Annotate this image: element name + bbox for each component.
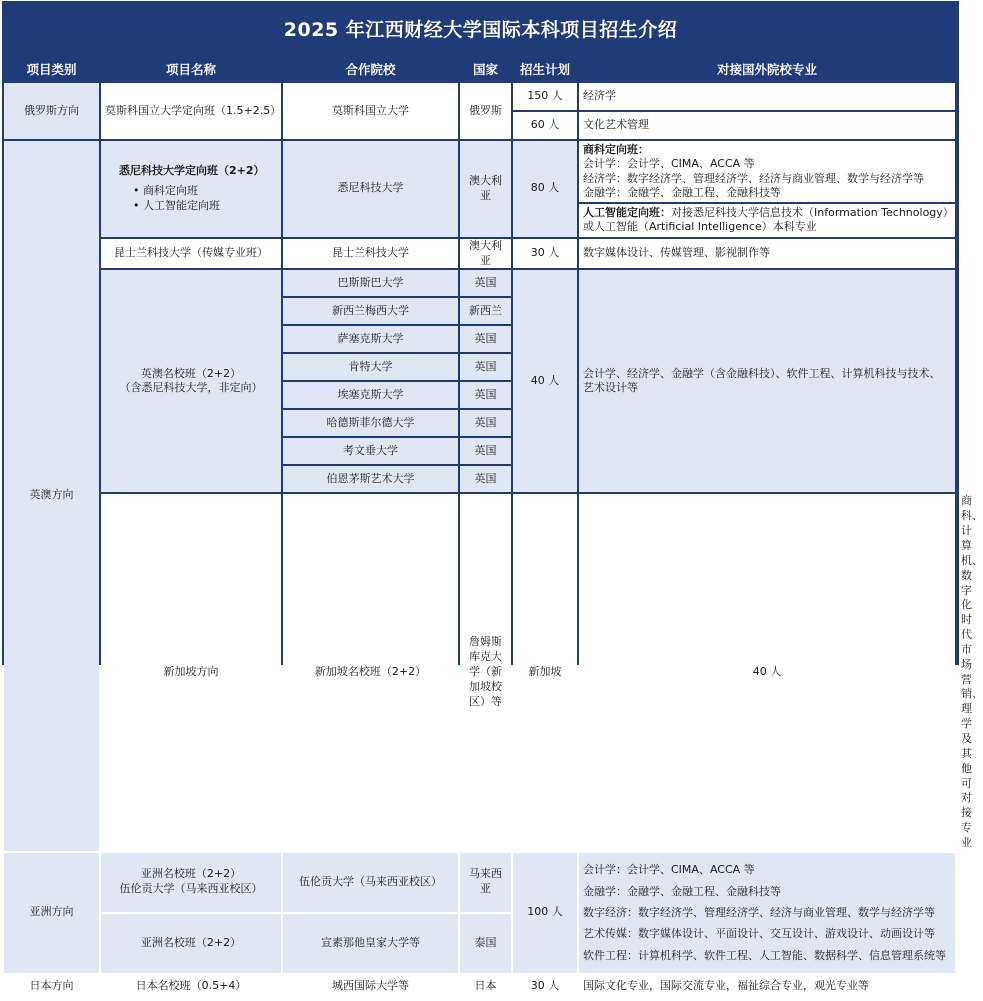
list-item: 艺术传媒：数字媒体设计、平面设计、交互设计、游戏设计、动画设计等 bbox=[583, 927, 935, 941]
country: 英国 bbox=[460, 326, 511, 352]
table-row bbox=[4, 975, 957, 999]
partner-school: 宣素那他皇家大学等 bbox=[283, 914, 458, 973]
brochure-sheet bbox=[2, 1, 983, 993]
country: 英国 bbox=[460, 466, 511, 492]
partner-school: 詹姆斯库克大学（新加坡校区）等 bbox=[460, 494, 511, 850]
country: 英国 bbox=[460, 354, 511, 380]
program-name: 日本名校班（0.5+4） bbox=[101, 975, 281, 999]
header-school: 合作院校 bbox=[283, 57, 458, 81]
country: 日本 bbox=[460, 975, 511, 999]
list-item: 金融学：金融学、金融工程、金融科技等 bbox=[583, 884, 781, 898]
partner-school: 新西兰梅西大学 bbox=[283, 298, 458, 324]
list-item: 数字经济：数字经济学、管理经济学、经济与商业管理、数学与经济学等 bbox=[583, 906, 935, 919]
partner-school: 城西国际大学等 bbox=[283, 975, 458, 999]
partner-school: 埃塞克斯大学 bbox=[283, 382, 458, 408]
partner-school: 伯恩茅斯艺术大学 bbox=[283, 466, 458, 492]
partner-school: 肯特大学 bbox=[283, 354, 458, 380]
country: 英国 bbox=[460, 438, 511, 464]
list-item: • 商科定向班 bbox=[133, 184, 198, 198]
partner-school: 悉尼科技大学 bbox=[283, 141, 458, 237]
country: 澳大利亚 bbox=[460, 239, 511, 269]
table-row bbox=[4, 141, 957, 237]
category-russia: 俄罗斯方向 bbox=[4, 83, 99, 139]
enrollment-plan: 40 人 bbox=[513, 270, 577, 492]
majors-business: 商科定向班： 会计学：会计学、CIMA、ACCA 等 经济学：数字经济学、管理经济学、经济与商业管理、数学与经济学等 金融学：金融学、金融工程、金融科技等 bbox=[579, 141, 955, 202]
list-item: • 人工智能定向班 bbox=[133, 199, 220, 213]
header-country: 国家 bbox=[460, 57, 511, 81]
program-name: 悉尼科技大学定向班（2+2） bbox=[119, 163, 265, 177]
country: 英国 bbox=[460, 382, 511, 408]
country: 英国 bbox=[460, 410, 511, 436]
category-singapore: 新加坡方向 bbox=[101, 494, 281, 850]
header-plan: 招生计划 bbox=[513, 57, 577, 81]
category-japan: 日本方向 bbox=[4, 975, 99, 999]
partner-school: 考文垂大学 bbox=[283, 438, 458, 464]
enrollment-plan: 40 人 bbox=[579, 494, 955, 850]
list-item: 软件工程：计算机科学、软件工程、人工智能、数据科学、信息管理系统等 bbox=[583, 948, 946, 962]
header-row bbox=[4, 57, 957, 81]
table-row bbox=[4, 239, 957, 269]
program-name: 亚洲名校班（2+2） bbox=[101, 914, 281, 973]
program-name-asia-1: 亚洲名校班（2+2） 伍伦贡大学（马来西亚校区） bbox=[101, 853, 281, 912]
program-table bbox=[2, 55, 983, 1001]
country: 新西兰 bbox=[460, 298, 511, 324]
enrollment-plan: 30 人 bbox=[513, 975, 577, 999]
partner-school: 伍伦贡大学（马来西亚校区） bbox=[283, 853, 458, 912]
partner-school: 哈德斯菲尔德大学 bbox=[283, 410, 458, 436]
program-name-uts bbox=[101, 141, 281, 237]
country: 新加坡 bbox=[513, 494, 577, 850]
table-row bbox=[4, 270, 957, 296]
header-majors: 对接国外院校专业 bbox=[579, 57, 955, 81]
majors: 经济学 bbox=[579, 83, 955, 110]
table-row: 新加坡方向 新加坡名校班（2+2） 詹姆斯库克大学（新加坡校区）等 新加坡 40 人 商科、计算机、数字化时代市场营销、理学及其他可对接专业 bbox=[4, 494, 957, 850]
enrollment-plan: 80 人 bbox=[513, 141, 577, 237]
program-bullets bbox=[119, 184, 277, 214]
majors: 国际文化专业，国际交流专业，福祉综合专业，观光专业等 bbox=[579, 975, 955, 999]
table-row bbox=[4, 83, 957, 110]
program-name-elite: 英澳名校班（2+2） （含悉尼科技大学，非定向） bbox=[101, 270, 281, 492]
partner-school: 莫斯科国立大学 bbox=[283, 83, 458, 139]
enrollment-plan: 30 人 bbox=[513, 239, 577, 269]
enrollment-plan: 100 人 bbox=[513, 853, 577, 973]
country: 俄罗斯 bbox=[460, 83, 511, 139]
header-category: 项目类别 bbox=[4, 57, 99, 81]
country: 泰国 bbox=[460, 914, 511, 973]
category-anglo: 英澳方向 bbox=[4, 141, 99, 851]
country: 英国 bbox=[460, 270, 511, 296]
program-name: 莫斯科国立大学定向班（1.5+2.5） bbox=[101, 83, 281, 139]
category-asia: 亚洲方向 bbox=[4, 853, 99, 973]
majors-asia bbox=[579, 853, 955, 973]
majors-uts bbox=[579, 141, 955, 237]
program-name: 新加坡名校班（2+2） bbox=[283, 494, 458, 850]
country: 澳大利亚 bbox=[460, 141, 511, 237]
partner-school: 萨塞克斯大学 bbox=[283, 326, 458, 352]
enrollment-plan: 60 人 bbox=[513, 112, 577, 139]
partner-school: 昆士兰科技大学 bbox=[283, 239, 458, 269]
program-name: 昆士兰科技大学（传媒专业班） bbox=[101, 239, 281, 269]
header-program: 项目名称 bbox=[101, 57, 281, 81]
partner-school: 巴斯斯巴大学 bbox=[283, 270, 458, 296]
page-title: 2025 年江西财经大学国际本科项目招生介绍 bbox=[283, 18, 678, 41]
list-item: 会计学：会计学、CIMA、ACCA 等 bbox=[583, 863, 755, 877]
majors-ai: 人工智能定向班：对接悉尼科技大学信息技术（Information Technology）或人工智能（Artificial Intelligence）本科专业 bbox=[579, 204, 955, 237]
majors: 文化艺术管理 bbox=[579, 112, 955, 139]
country: 马来西亚 bbox=[460, 853, 511, 912]
majors: 数字媒体设计、传媒管理、影视制作等 bbox=[579, 239, 955, 269]
enrollment-plan: 150 人 bbox=[513, 83, 577, 110]
table-row bbox=[4, 853, 957, 912]
majors: 会计学、经济学、金融学（含金融科技）、软件工程、计算机科技与技术、艺术设计等 bbox=[579, 270, 955, 492]
